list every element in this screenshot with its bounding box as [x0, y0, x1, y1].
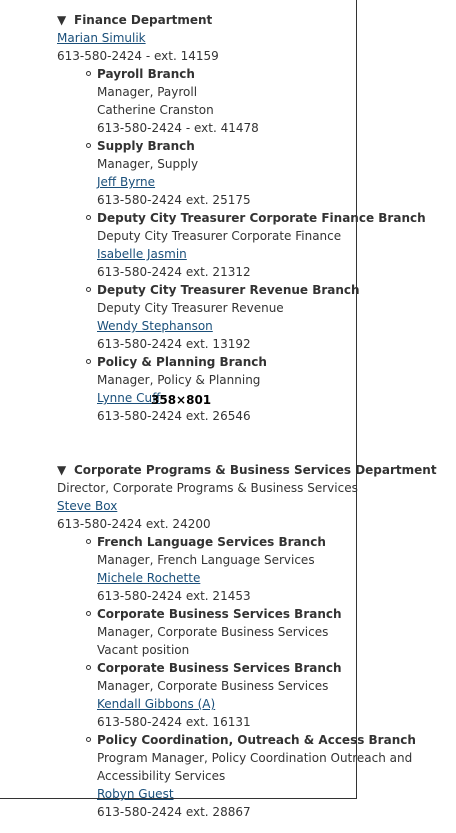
- circle-bullet-icon: [86, 71, 91, 76]
- branch-name: Corporate Business Services Branch: [97, 607, 342, 621]
- department-title-row[interactable]: [57, 11, 452, 29]
- branch-item: [97, 137, 452, 209]
- branch-contact-link[interactable]: Isabelle Jasmin: [97, 247, 187, 261]
- branch-contact-link[interactable]: Michele Rochette: [97, 571, 201, 585]
- branch-phone: 613-580-2424 ext. 21453: [97, 589, 251, 603]
- branch-contact: Vacant position: [97, 643, 190, 657]
- circle-bullet-icon: [86, 287, 91, 292]
- branch-contact-link[interactable]: Jeff Byrne: [97, 175, 156, 189]
- branch-item: [97, 209, 452, 281]
- branch-name: Deputy City Treasurer Revenue Branch: [97, 283, 360, 297]
- branch-contact-row: [97, 173, 452, 191]
- branch-item: [97, 731, 452, 821]
- circle-bullet-icon: [86, 611, 91, 616]
- branch-role: Manager, Payroll: [97, 85, 198, 99]
- branch-phone: 613-580-2424 ext. 25175: [97, 193, 251, 207]
- branch-role: Deputy City Treasurer Revenue: [97, 301, 284, 315]
- branch-role: Program Manager, Policy Coordination Outreach and Accessibility Services: [97, 751, 413, 783]
- branch-contact-row: [97, 695, 452, 713]
- branch-list: [57, 533, 452, 821]
- branch-name: French Language Services Branch: [97, 535, 326, 549]
- branch-role: Manager, Corporate Business Services: [97, 679, 329, 693]
- branch-item: [97, 281, 452, 353]
- branch-phone: 613-580-2424 ext. 21312: [97, 265, 251, 279]
- branch-phone: 613-580-2424 ext. 28867: [97, 805, 251, 819]
- department-listing: [57, 11, 452, 821]
- branch-contact-row: [97, 785, 452, 803]
- department-contact-link[interactable]: Marian Simulik: [57, 31, 146, 45]
- branch-name: Policy & Planning Branch: [97, 355, 267, 369]
- department-title-row[interactable]: [57, 461, 452, 479]
- expand-triangle-icon[interactable]: ▼: [57, 463, 67, 477]
- director-title: Director, Corporate Programs & Business Services: [57, 481, 358, 495]
- branch-phone: 613-580-2424 - ext. 41478: [97, 121, 259, 135]
- branch-name: Policy Coordination, Outreach & Access Branch: [97, 733, 416, 747]
- branch-contact: Catherine Cranston: [97, 103, 214, 117]
- department-contact-link[interactable]: Steve Box: [57, 499, 118, 513]
- branch-role: Manager, Policy & Planning: [97, 373, 261, 387]
- branch-contact-link[interactable]: Robyn Guest: [97, 787, 174, 801]
- department-phone: 613-580-2424 ext. 24200: [57, 517, 211, 531]
- department-contact-row: [57, 497, 452, 515]
- circle-bullet-icon: [86, 665, 91, 670]
- branch-item: [97, 65, 452, 137]
- branch-phone: 613-580-2424 ext. 26546: [97, 409, 251, 423]
- department-section: [57, 461, 452, 821]
- branch-item: [97, 659, 452, 731]
- branch-name: Supply Branch: [97, 139, 195, 153]
- branch-item: [97, 353, 452, 425]
- branch-item: [97, 533, 452, 605]
- department-contact-row: [57, 29, 452, 47]
- size-indicator: 358×801: [151, 393, 212, 407]
- department-title: Finance Department: [74, 13, 213, 27]
- branch-role: Manager, French Language Services: [97, 553, 315, 567]
- branch-contact-link[interactable]: Kendall Gibbons (A): [97, 697, 216, 711]
- branch-item: [97, 605, 452, 659]
- circle-bullet-icon: [86, 215, 91, 220]
- branch-role: Deputy City Treasurer Corporate Finance: [97, 229, 342, 243]
- branch-contact-row: [97, 245, 452, 263]
- branch-contact-row: [97, 317, 452, 335]
- branch-name: Payroll Branch: [97, 67, 195, 81]
- department-phone: 613-580-2424 - ext. 14159: [57, 49, 219, 63]
- circle-bullet-icon: [86, 143, 91, 148]
- branch-contact-link[interactable]: Wendy Stephanson: [97, 319, 213, 333]
- branch-phone: 613-580-2424 ext. 13192: [97, 337, 251, 351]
- branch-contact-row: [97, 569, 452, 587]
- circle-bullet-icon: [86, 359, 91, 364]
- department-title: Corporate Programs & Business Services Department: [74, 463, 437, 477]
- circle-bullet-icon: [86, 737, 91, 742]
- expand-triangle-icon[interactable]: ▼: [57, 13, 67, 27]
- branch-list: [57, 65, 452, 425]
- branch-phone: 613-580-2424 ext. 16131: [97, 715, 251, 729]
- branch-role: Manager, Supply: [97, 157, 199, 171]
- branch-contact-link[interactable]: Lynne Cuff: [97, 391, 161, 405]
- department-section: [57, 11, 452, 425]
- branch-name: Deputy City Treasurer Corporate Finance Branch: [97, 211, 426, 225]
- branch-name: Corporate Business Services Branch: [97, 661, 342, 675]
- branch-role: Manager, Corporate Business Services: [97, 625, 329, 639]
- circle-bullet-icon: [86, 539, 91, 544]
